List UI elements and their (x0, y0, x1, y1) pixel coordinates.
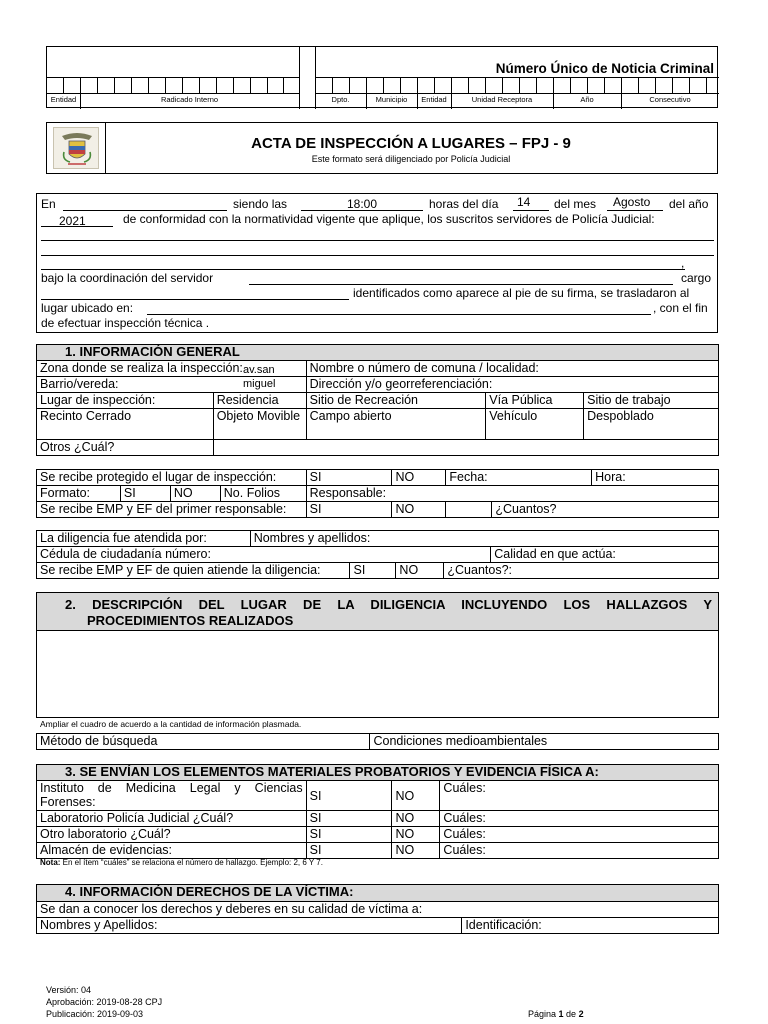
emp-row-cuales[interactable]: Cuáles: (440, 781, 719, 811)
option-objeto-movible[interactable]: Objeto Movible (213, 409, 306, 440)
emp-row-si[interactable]: SI (306, 843, 392, 859)
section-3-note: Nota: En el ítem “cuáles” se relaciona el número de hallazgo. Ejemplo: 2, 6 Y 7. (40, 858, 323, 867)
emp-row-cuales[interactable]: Cuáles: (440, 827, 719, 843)
comuna-field[interactable]: Nombre o número de comuna / localidad: (306, 361, 718, 377)
label-entidad: Entidad (50, 95, 77, 104)
atendida-table (36, 530, 719, 579)
formato-si[interactable]: SI (120, 486, 170, 502)
protect-recibe: Se recibe protegido el lugar de inspección: (37, 470, 307, 486)
emp-primer-no[interactable]: NO (392, 502, 446, 518)
section-emp-sent (36, 764, 719, 859)
footer-version: Versión: 04 (46, 985, 92, 995)
emp-row-label: Almacén de evidencias: (37, 843, 307, 859)
option-via-publica[interactable]: Vía Pública (486, 393, 584, 409)
intro-anio-value[interactable]: 2021 (59, 214, 86, 228)
label-entidad-2: Entidad (421, 95, 447, 104)
protect-no[interactable]: NO (392, 470, 446, 486)
description-textarea[interactable] (37, 631, 718, 717)
noticia-criminal-grid (46, 46, 718, 108)
option-campo-abierto[interactable]: Campo abierto (306, 409, 486, 440)
section-2-title-1: 2. DESCRIPCIÓN DEL LUGAR DE LA DILIGENCIA INCLUYENDO LOS HALLAZGOS Y (65, 597, 712, 612)
emp-row-cuales[interactable]: Cuáles: (440, 843, 719, 859)
intro-del-mes: del mes (554, 197, 597, 211)
emp-row-cuales[interactable]: Cuáles: (440, 811, 719, 827)
emp-row-label: Instituto de Medicina Legal y Ciencias Forenses: (37, 781, 307, 811)
option-recinto[interactable]: Recinto Cerrado (37, 409, 214, 440)
atendida-emp-label: Se recibe EMP y EF de quien atiende la diligencia: (37, 563, 350, 579)
emp-row-no[interactable]: NO (392, 843, 440, 859)
option-residencia[interactable]: Residencia (213, 393, 306, 409)
coat-of-arms-icon (53, 127, 99, 169)
intro-efectuar: de efectuar inspección técnica . (41, 316, 210, 330)
label-unidad: Unidad Receptora (471, 95, 533, 104)
atendida-cuantos[interactable]: ¿Cuantos?: (444, 563, 719, 579)
atendida-nombres[interactable]: Nombres y apellidos: (250, 531, 718, 547)
condiciones-medioambientales[interactable]: Condiciones medioambientales (370, 734, 719, 750)
intro-siendo-las: siendo las (233, 197, 288, 211)
section-1-title: 1. INFORMACIÓN GENERAL (37, 345, 719, 361)
emp-primer-label: Se recibe EMP y EF del primer responsable: (37, 502, 307, 518)
metodo-table (36, 733, 719, 750)
title-block (46, 122, 718, 174)
atendida-calidad[interactable]: Calidad en que actúa: (491, 547, 719, 563)
emp-row-no[interactable]: NO (392, 827, 440, 843)
footer-page-number: Página 1 de 2 (528, 1009, 584, 1019)
protect-hora[interactable]: Hora: (592, 470, 719, 486)
atendida-no[interactable]: NO (396, 563, 444, 579)
intro-identificados: identificados como aparece al pie de su firma, se trasladaron al (353, 286, 690, 300)
ampliar-note: Ampliar el cuadro de acuerdo a la cantidad de información plasmada. (40, 719, 302, 729)
emp-row-si[interactable]: SI (306, 827, 392, 843)
barrio-field[interactable]: Barrio/vereda: (37, 377, 307, 393)
direccion-field[interactable]: Dirección y/o georreferenciación: (306, 377, 718, 393)
option-sitio-trabajo[interactable]: Sitio de trabajo (584, 393, 719, 409)
section-2-title-2: PROCEDIMIENTOS REALIZADOS (87, 613, 294, 628)
emp-primer-si[interactable]: SI (306, 502, 392, 518)
emp-row-label: Otro laboratorio ¿Cuál? (37, 827, 307, 843)
footer-aprobacion: Aprobación: 2019-08-28 CPJ (46, 997, 163, 1007)
intro-bajo: bajo la coordinación del servidor (41, 271, 214, 285)
intro-dia-value[interactable]: 14 (517, 195, 531, 209)
label-municipio: Municipio (375, 95, 408, 104)
section-victim-rights (36, 884, 719, 934)
intro-mes-value[interactable]: Agosto (613, 195, 651, 209)
label-radicado: Radicado Interno (160, 95, 219, 104)
noticia-title: Número Único de Noticia Criminal (495, 61, 714, 76)
intro-hora-value[interactable]: 18:00 (347, 197, 378, 211)
zona-label: Zona donde se realiza la inspección: (40, 361, 243, 375)
intro-comma: , (681, 256, 685, 270)
emp-row-no[interactable]: NO (392, 811, 440, 827)
intro-cargo: cargo (681, 271, 712, 285)
footer-publicacion: Publicación: 2019-09-03 (46, 1009, 144, 1019)
section-3-title: 3. SE ENVÍAN LOS ELEMENTOS MATERIALES PROBATORIOS Y EVIDENCIA FÍSICA A: (37, 765, 719, 781)
intro-paragraph (36, 193, 718, 333)
label-consecutivo: Consecutivo (649, 95, 691, 104)
option-vehiculo[interactable]: Vehículo (486, 409, 584, 440)
protect-si[interactable]: SI (306, 470, 392, 486)
atendida-si[interactable]: SI (350, 563, 396, 579)
victim-identificacion[interactable]: Identificación: (462, 918, 719, 934)
emp-row-si[interactable]: SI (306, 781, 392, 811)
section-4-title: 4. INFORMACIÓN DERECHOS DE LA VÍCTIMA: (37, 885, 719, 902)
option-despoblado[interactable]: Despoblado (584, 409, 719, 440)
intro-con-fin: , con el fin (653, 301, 708, 315)
formato-no[interactable]: NO (170, 486, 220, 502)
lugar-label: Lugar de inspección: (37, 393, 214, 409)
section-general-info (36, 344, 719, 456)
emp-row-no[interactable]: NO (392, 781, 440, 811)
document-subtitle: Este formato será diligenciado por Policía Judicial (311, 154, 511, 164)
folios-field[interactable]: No. Folios (220, 486, 306, 502)
otros-field[interactable]: Otros ¿Cuál? (37, 440, 214, 456)
emp-row-si[interactable]: SI (306, 811, 392, 827)
emp-primer-cuantos[interactable]: ¿Cuantos? (492, 502, 719, 518)
label-dpto: Dpto. (331, 95, 350, 104)
responsable-field[interactable]: Responsable: (306, 486, 718, 502)
intro-conformidad: de conformidad con la normatividad vigente que aplique, los suscritos servidores de Policía Judicial: (123, 212, 655, 226)
zona-value[interactable]: av.san miguel (243, 364, 276, 390)
intro-en: En (41, 197, 56, 211)
victim-dan-field[interactable]: Se dan a conocer los derechos y deberes en su calidad de víctima a: (37, 902, 719, 918)
metodo-busqueda[interactable]: Método de búsqueda (37, 734, 370, 750)
formato-label: Formato: (37, 486, 121, 502)
intro-del-anio: del año (669, 197, 709, 211)
document-title: ACTA DE INSPECCIÓN A LUGARES – FPJ - 9 (251, 135, 571, 152)
section-description (36, 592, 719, 718)
atendida-cedula[interactable]: Cédula de ciudadanía número: (37, 547, 491, 563)
atendida-label: La diligencia fue atendida por: (37, 531, 251, 547)
label-anio: Año (580, 95, 594, 104)
emp-row-label: Laboratorio Policía Judicial ¿Cuál? (37, 811, 307, 827)
intro-lugar: lugar ubicado en: (41, 301, 134, 315)
option-recreacion[interactable]: Sitio de Recreación (306, 393, 486, 409)
protect-fecha[interactable]: Fecha: (446, 470, 592, 486)
intro-horas-del-dia: horas del día (429, 197, 499, 211)
victim-nombres[interactable]: Nombres y Apellidos: (37, 918, 462, 934)
protect-table (36, 469, 719, 518)
